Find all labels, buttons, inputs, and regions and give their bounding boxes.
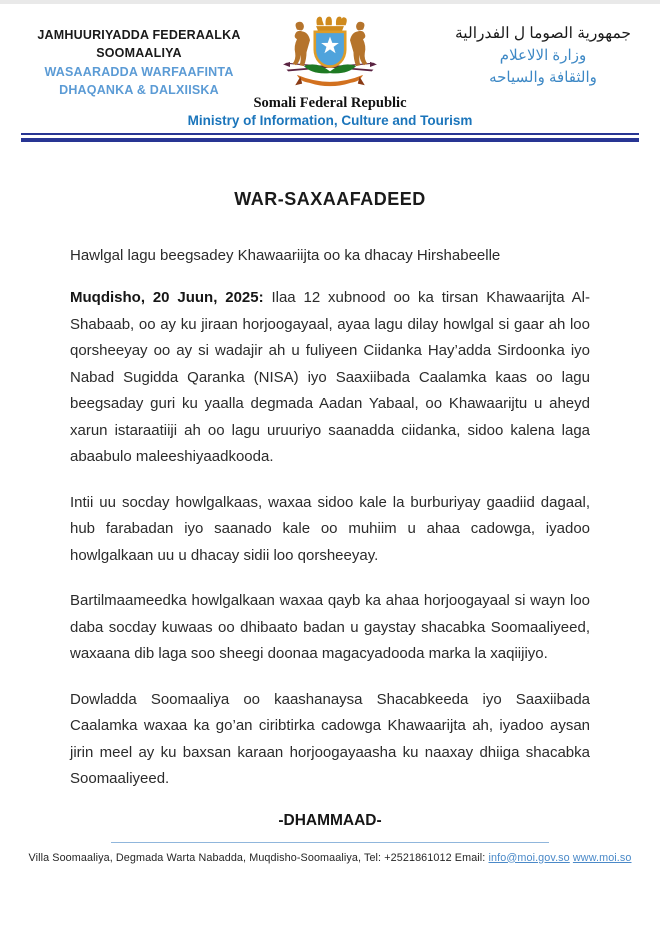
paragraph-1-text: Ilaa 12 xubnood oo ka tirsan Khawaarijta Al-Shabaab, oo ay ku jiraan horjoogayaal, ayaa lagu dilay howlgal si gaar ah loo qorsheeyay oo ay si wadajir ah u fuliyeen Ciidanka Hay’adda Sirdoonka iyo Nabad Sugidda Qaranka (NISA) iyo Saaxiibada Caalamka kaas oo lagu beegsaday guri ku yaalla degmada Aadan Yabaal, oo Khawaarijtu u aheyd xarun istaraatiiji ah oo lagu uruuriyo saanadda ciidanka, sidoo kalena laga abaabulo maleeshiyaadkooda. [70, 289, 590, 465]
press-release-subtitle: Hawlgal lagu beegsadey Khawaariijta oo ka dhacay Hirshabeelle [70, 247, 501, 264]
letterhead-somali-org [0, 14, 252, 100]
dateline: Muqdisho, 20 Juun, 2025: [70, 289, 264, 306]
republic-name-arabic: جمهورية الصوما ل الفدرالية [455, 25, 631, 42]
paragraph-2: Intii uu socday howlgalkaas, waxaa sidoo kale la burburiyay gaadiid dagaal, hub farabadan iyo saanado kale oo muhiim u ahaa cadowga, iyadoo howlgalkaan uu u dhacay sidii loo qorsheeyay. [70, 493, 590, 564]
header-divider [21, 133, 639, 142]
footer-website-link[interactable]: www.moi.so [572, 851, 632, 864]
page-title: WAR-SAXAAFADEED [234, 189, 426, 209]
footer-contact-line [0, 852, 660, 864]
country-name-english: Somali Federal Republic [253, 95, 407, 111]
ministry-name-arabic-line2: والثقافة والسياحه [489, 69, 597, 86]
footer-address: Villa Soomaaliya, Degmada Warta Nabadda, Muqdisho-Soomaaliya, Tel: +2521861012 Email: [28, 851, 486, 864]
ministry-name-somali: WASAARADDA WARFAAFINTA DHAQANKA & DALXIISKA [44, 65, 234, 98]
paragraph-3: Bartilmaameedka howlgalkaan waxaa qayb ka ahaa horjoogayaal si wayn loo daba socday kuwaas oo dhibaato badan u gaystay shacabka Soomaaliyeed, waxaana dib laga soo sheegi doonaa magacyadooda marka la xaqiijiyo. [70, 592, 590, 662]
somali-coat-of-arms-icon [276, 14, 384, 94]
letterhead [0, 4, 660, 128]
end-mark: -DHAMMAAD- [278, 811, 382, 829]
republic-name-somali: JAMHUURIYADDA FEDERAALKA SOOMAALIYA [37, 28, 241, 61]
press-release [0, 189, 660, 830]
press-release-paragraphs [70, 285, 590, 793]
letterhead-emblem-block [187, 14, 473, 128]
footer-email-link[interactable]: info@moi.gov.so [488, 851, 570, 864]
footer-divider [111, 842, 549, 843]
paragraph-4: Dowladda Soomaaliya oo kaashanaysa Shacabkeeda iyo Saaxiibada Caalamka waxaa ka go’an ciribtirka cadowga Khawaarijta ah, iyadoo aysan jirin meel ay ku baxsan karaan horjoogayaasha ku naaxay dhiiga shacabka Soomaaliyeed. [70, 690, 590, 787]
ministry-name-english: Ministry of Information, Culture and Tourism [187, 113, 473, 128]
ministry-name-arabic-line1: وزارة الالاعلام [499, 47, 587, 65]
letterhead-arabic-org [408, 14, 660, 89]
paragraph-1 [70, 285, 590, 471]
